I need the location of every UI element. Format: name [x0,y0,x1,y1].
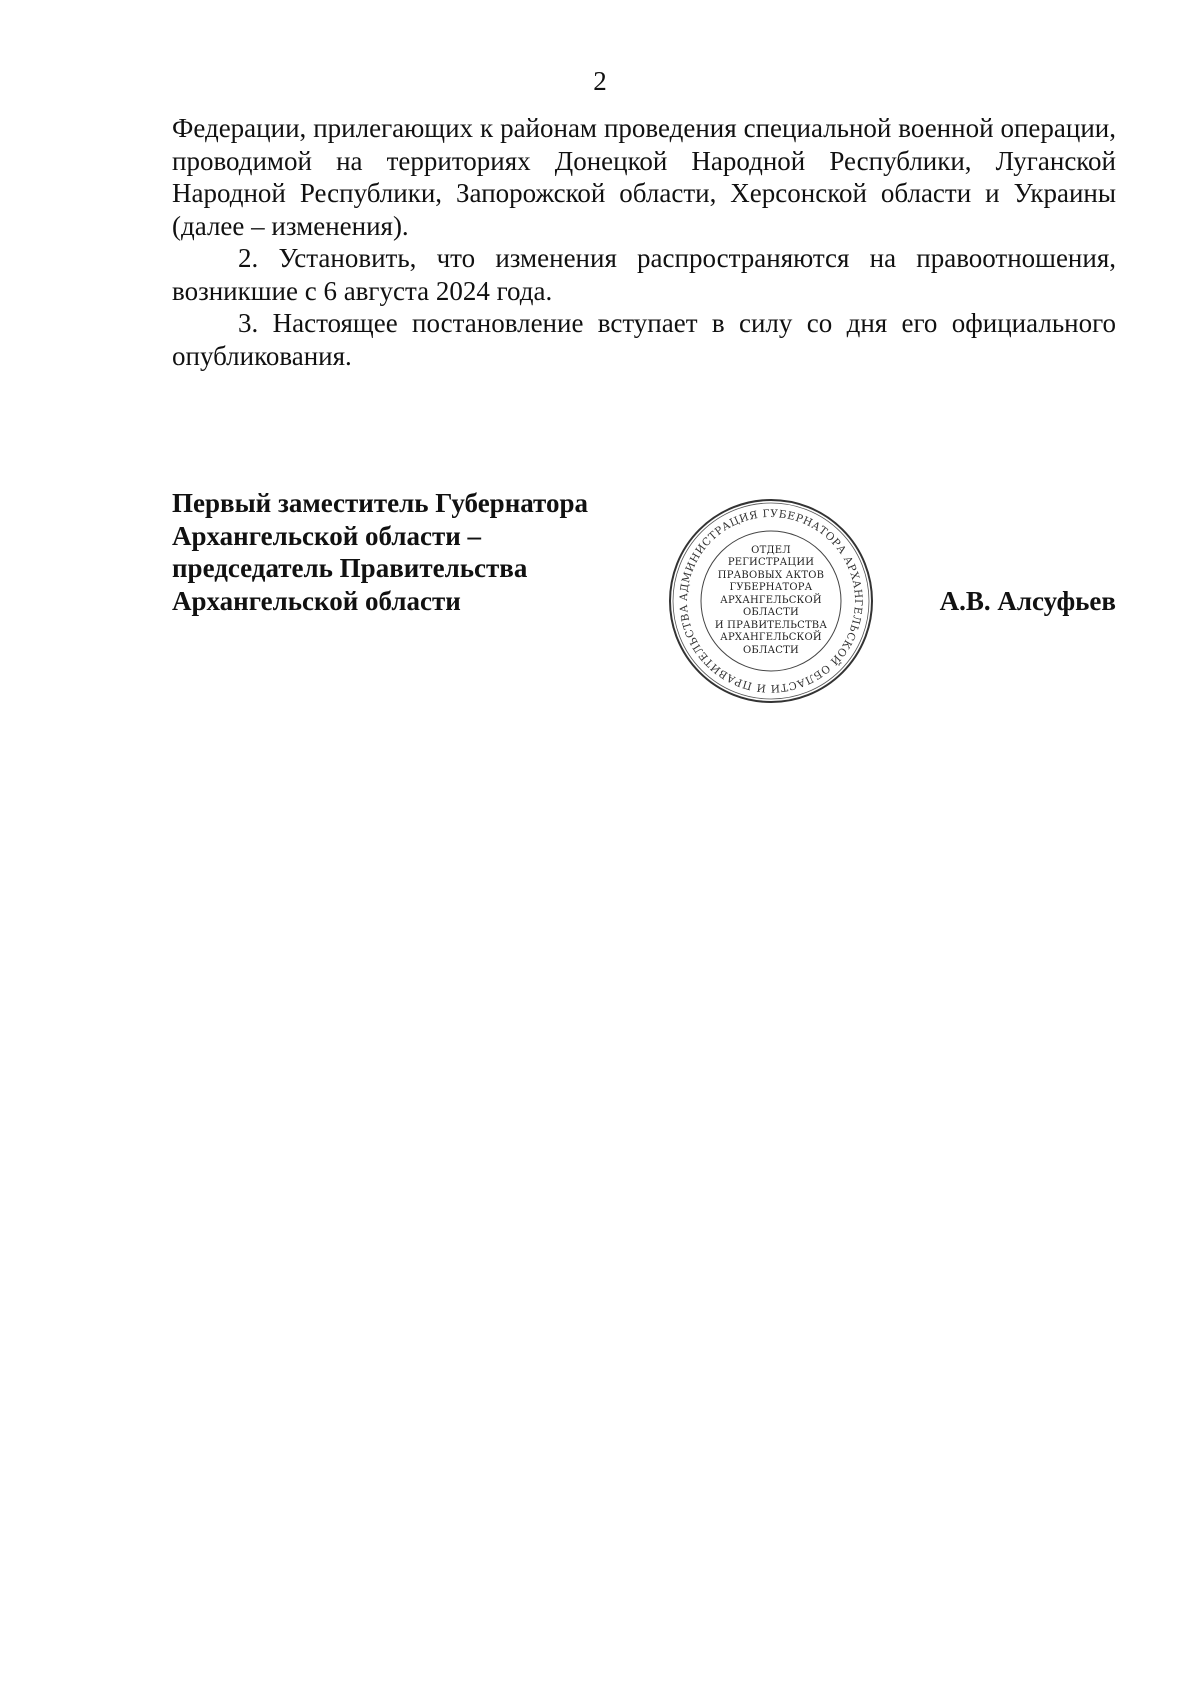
signatory-title-line: председатель Правительства [172,553,528,583]
seal-ring-text: АДМИНИСТРАЦИЯ ГУБЕРНАТОРА АРХАНГЕЛЬСКОЙ ОБЛАСТИ И ПРАВИТЕЛЬСТВА [677,507,865,695]
seal-line: АРХАНГЕЛЬСКОЙ [720,594,822,606]
page-number: 2 [593,66,607,96]
official-seal [666,496,876,706]
paragraph-continuation: Федерации, прилегающих к районам проведения специальной военной операции, проводимой на территориях Донецкой Народной Республики, Луганской Народной Республики, Запорожской области, Херсонской области и Украины (далее – изменения). [172,113,1116,241]
signatory-title-line: Архангельской области [172,585,461,616]
paragraph-item-3: 3. Настоящее постановление вступает в силу со дня его официального опубликования. [172,308,1116,371]
signatory-name: А.В. Алсуфьев [939,586,1116,616]
seal-line: АРХАНГЕЛЬСКОЙ [720,632,822,644]
signatory-title-line: Архангельской области – [172,520,482,551]
signatory-title-line: Первый заместитель Губернатора [172,488,588,518]
seal-line: ПРАВОВЫХ АКТОВ [717,569,825,581]
seal-center-text [666,496,876,706]
seal-line: РЕГИСТРАЦИИ [727,557,815,569]
seal-line: ГУБЕРНАТОРА [729,582,813,594]
seal-line: ОБЛАСТИ [743,607,799,619]
seal-line: И ПРАВИТЕЛЬСТВА [714,619,828,631]
paragraph-item-2: 2. Установить, что изменения распространяются на правоотношения, возникшие с 6 августа 2024 года. [172,243,1116,306]
signatory-title [172,487,588,617]
document-body [172,112,1116,372]
seal-line: ОТДЕЛ [751,544,791,556]
seal-line: ОБЛАСТИ [743,644,799,656]
